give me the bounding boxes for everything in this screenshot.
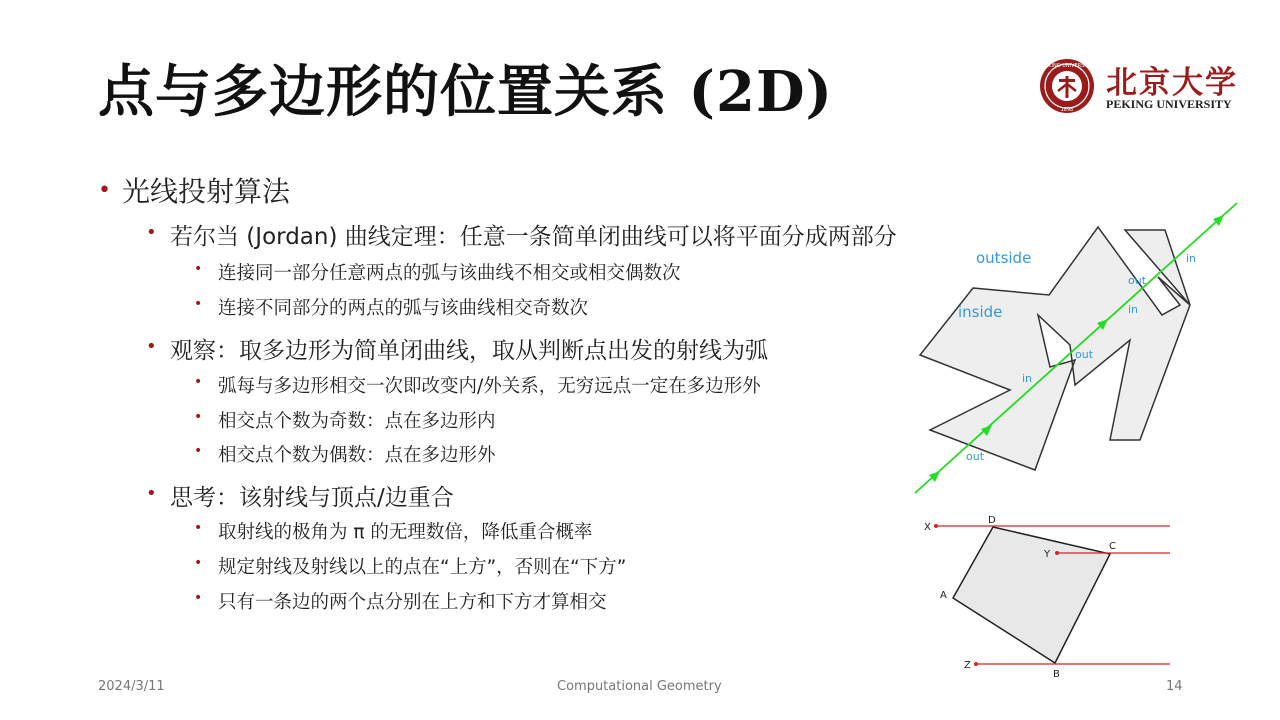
slide-title: 点与多边形的位置关系 (2D): [98, 59, 834, 125]
point-x-label: X: [924, 522, 931, 533]
crossing-label: in: [1128, 303, 1139, 316]
ray-casting-diagram: [910, 195, 1245, 505]
bullet-level3: 连接同一部分任意两点的弧与该曲线不相交或相交偶数次: [218, 263, 681, 284]
bullet-level2: 观察：取多边形为简单闭曲线，取从判断点出发的射线为弧: [170, 338, 768, 364]
point-z-dot: [974, 662, 978, 666]
logo-chinese-name: 北京大学: [1106, 65, 1238, 101]
outside-label: outside: [976, 249, 1032, 267]
vertex-b-label: B: [1053, 669, 1060, 680]
point-y-dot: [1055, 551, 1059, 555]
crossing-label: out: [1075, 348, 1094, 361]
bullet-level3: 连接不同部分的两点的弧与该曲线相交奇数次: [218, 298, 589, 319]
crossing-label: out: [1128, 274, 1147, 287]
logo-english-name: PEKING UNIVERSITY: [1106, 97, 1232, 111]
ray-arrow-icon: [1213, 215, 1224, 226]
bullet-level3: 弧每与多边形相交一次即改变内/外关系，无穷远点一定在多边形外: [218, 376, 761, 397]
footer-date: 2024/3/11: [98, 679, 165, 694]
inside-label: inside: [958, 303, 1003, 321]
bullet-marker: •: [194, 296, 203, 312]
quadrilateral: [953, 527, 1110, 663]
bullet-level3: 只有一条边的两个点分别在上方和下方才算相交: [218, 592, 607, 613]
ray-arrow-icon: [929, 471, 940, 482]
bullet-marker: •: [194, 590, 203, 606]
bullet-marker: •: [194, 443, 203, 459]
footer-course: Computational Geometry: [557, 679, 722, 694]
seal-text-top: PEKING UNIVERSITY: [1042, 63, 1092, 69]
bullet-marker: •: [194, 261, 203, 277]
vertex-c-label: C: [1109, 541, 1116, 552]
bullet-level1: 光线投射算法: [122, 175, 291, 208]
bullet-level3: 相交点个数为奇数：点在多边形内: [218, 411, 496, 432]
crossing-label: in: [1186, 252, 1197, 265]
bullet-marker: •: [194, 520, 203, 536]
bullet-marker: •: [194, 409, 203, 425]
crossing-label: in: [1022, 372, 1033, 385]
bullet-level3: 相交点个数为偶数：点在多边形外: [218, 445, 496, 466]
bullet-level2: 若尔当 (Jordan) 曲线定理：任意一条简单闭曲线可以将平面分成两部分: [170, 224, 897, 250]
bullet-marker: •: [146, 222, 157, 243]
pku-seal-icon: [1038, 57, 1096, 115]
bullet-marker: •: [194, 374, 203, 390]
seal-year: 1898: [1060, 107, 1074, 113]
bullet-level3: 规定射线及射线以上的点在“上方”，否则在“下方”: [218, 557, 627, 578]
point-y-label: Y: [1044, 549, 1051, 560]
point-z-label: Z: [964, 660, 971, 671]
crossing-label: out: [966, 450, 985, 463]
nonconvex-polygon: [920, 227, 1190, 470]
vertex-d-label: D: [988, 515, 996, 526]
degenerate-ray-diagram: [920, 510, 1180, 685]
bullet-level2: 思考：该射线与顶点/边重合: [170, 485, 454, 511]
footer-page-number: 14: [1166, 679, 1183, 694]
point-x-dot: [934, 524, 938, 528]
vertex-a-label: A: [940, 590, 947, 601]
bullet-marker: •: [146, 336, 157, 357]
bullet-marker: •: [98, 178, 111, 203]
bullet-level3: 取射线的极角为 π 的无理数倍，降低重合概率: [218, 522, 593, 543]
bullet-marker: •: [146, 483, 157, 504]
bullet-marker: •: [194, 555, 203, 571]
pku-logo: [1038, 57, 1238, 117]
